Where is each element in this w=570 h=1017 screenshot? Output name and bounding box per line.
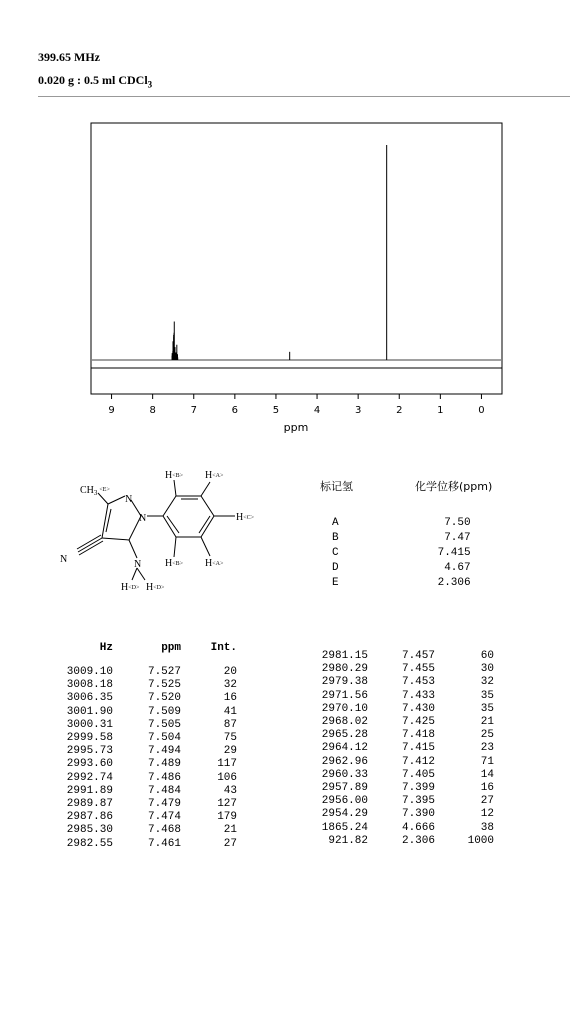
peak-row <box>58 719 237 732</box>
shift-assignment-table <box>332 516 471 591</box>
intensity-cell: 106 <box>217 771 237 784</box>
hz-cell: 2965.28 <box>321 729 368 742</box>
intensity-cell: 117 <box>217 758 237 771</box>
ppm-cell: 7.461 <box>147 837 181 850</box>
peak-list-header <box>58 642 237 666</box>
peak-row <box>58 772 237 785</box>
peak-row <box>315 716 494 729</box>
shift-row <box>332 576 471 591</box>
shift-row <box>332 561 471 576</box>
peak-row <box>58 824 237 837</box>
molecule-structure <box>50 460 300 600</box>
peak-row <box>315 650 494 663</box>
ppm-cell: 7.455 <box>401 663 435 676</box>
intensity-cell: 35 <box>480 702 494 715</box>
shift-label-cell: B <box>332 532 339 544</box>
peak-row <box>315 742 494 755</box>
hz-cell: 3008.18 <box>66 679 113 692</box>
atom-labels <box>60 470 255 593</box>
hz-cell: 2964.12 <box>321 742 368 755</box>
sample-description <box>38 73 152 89</box>
intensity-cell: 16 <box>480 782 494 795</box>
ppm-cell: 7.520 <box>147 692 181 705</box>
label-ha2: H<A> <box>205 558 224 569</box>
hz-cell: 2968.02 <box>321 716 368 729</box>
intensity-cell: 16 <box>223 692 237 705</box>
hz-cell: 2957.89 <box>321 782 368 795</box>
shift-label-cell: D <box>332 562 339 574</box>
hz-cell: 2995.73 <box>66 745 113 758</box>
peak-row <box>315 703 494 716</box>
hz-cell: 2979.38 <box>321 676 368 689</box>
shift-value-cell: 7.50 <box>444 517 471 529</box>
peak-row <box>58 798 237 811</box>
peak-row <box>315 822 494 835</box>
hz-cell: 3009.10 <box>66 666 113 678</box>
intensity-cell: 27 <box>223 837 237 850</box>
intensity-cell: 25 <box>480 729 494 742</box>
label-ch3: $CH_3$ $^{<E>}$ <box>80 485 110 497</box>
hz-cell: 2971.56 <box>321 689 368 702</box>
shift-label-cell: C <box>332 547 339 559</box>
intensity-cell: 60 <box>480 650 494 662</box>
intensity-cell: 27 <box>480 795 494 808</box>
hz-cell: 2960.33 <box>321 768 368 781</box>
x-tick-label: 2 <box>396 405 403 416</box>
intensity-cell: 127 <box>217 798 237 811</box>
x-tick-label: 0 <box>478 405 485 416</box>
peak-row <box>58 692 237 705</box>
peak-row <box>58 785 237 798</box>
peak-row <box>315 676 494 689</box>
intensity-cell: 23 <box>480 742 494 755</box>
hz-cell: 2982.55 <box>66 837 113 850</box>
ppm-cell: 7.505 <box>147 718 181 731</box>
hz-cell: 2956.00 <box>321 795 368 808</box>
hz-cell: 2987.86 <box>66 811 113 824</box>
header-divider <box>38 96 570 97</box>
label-hb2: H<B> <box>165 558 184 569</box>
peak-row <box>58 732 237 745</box>
peak-row <box>315 808 494 821</box>
ppm-cell: 7.412 <box>401 755 435 768</box>
ppm-cell: 7.474 <box>147 811 181 824</box>
ppm-cell: 7.527 <box>147 666 181 678</box>
intensity-cell: 43 <box>223 784 237 797</box>
peak-row <box>58 745 237 758</box>
ppm-cell: 7.484 <box>147 784 181 797</box>
hz-cell: 2981.15 <box>321 650 368 662</box>
hz-cell: 2985.30 <box>66 824 113 837</box>
intensity-cell: 32 <box>223 679 237 692</box>
intensity-cell: 14 <box>480 768 494 781</box>
hz-cell: 2992.74 <box>66 771 113 784</box>
ppm-cell: 7.390 <box>401 808 435 821</box>
label-hb1: H<B> <box>165 470 184 481</box>
hz-cell: 2989.87 <box>66 798 113 811</box>
peak-row <box>58 838 237 851</box>
hz-cell: 2993.60 <box>66 758 113 771</box>
peak-row <box>315 663 494 676</box>
label-amine-n: N <box>134 559 142 570</box>
x-tick-label: 6 <box>231 405 239 416</box>
hz-cell: 2954.29 <box>321 808 368 821</box>
intensity-cell: 38 <box>480 821 494 834</box>
ppm-cell: 7.405 <box>401 768 435 781</box>
ppm-cell: 7.479 <box>147 798 181 811</box>
x-axis-ticks <box>108 394 484 416</box>
ppm-cell: 7.525 <box>147 679 181 692</box>
peak-row <box>315 756 494 769</box>
ppm-cell: 7.509 <box>147 705 181 718</box>
intensity-cell: 75 <box>223 732 237 745</box>
x-tick-label: 1 <box>437 405 444 416</box>
shift-label-cell: E <box>332 577 339 589</box>
ppm-cell: 4.666 <box>401 821 435 834</box>
label-nitrile-n: N <box>60 554 68 565</box>
shift-row <box>332 516 471 531</box>
spectrometer-frequency: 399.65 MHz <box>38 50 100 64</box>
sample-text: 0.020 g : 0.5 ml CDCl <box>38 73 148 87</box>
hz-cell: 3001.90 <box>66 705 113 718</box>
x-tick-label: 3 <box>354 405 362 416</box>
peak-list-left <box>58 642 237 851</box>
x-tick-label: 4 <box>313 405 321 416</box>
header-int: Int. <box>210 642 237 654</box>
ppm-cell: 7.489 <box>147 758 181 771</box>
peak-row <box>58 679 237 692</box>
hz-cell: 1865.24 <box>321 821 368 834</box>
hz-cell: 3006.35 <box>66 692 113 705</box>
shift-label-cell: A <box>332 517 339 529</box>
x-tick-label: 9 <box>108 405 115 416</box>
plot-frame <box>91 123 502 394</box>
hz-cell: 2999.58 <box>66 732 113 745</box>
intensity-cell: 30 <box>480 663 494 676</box>
header-hz: Hz <box>99 642 113 654</box>
x-tick-label: 5 <box>272 405 280 416</box>
peak-row <box>58 706 237 719</box>
ppm-cell: 7.433 <box>401 689 435 702</box>
ppm-cell: 7.486 <box>147 771 181 784</box>
intensity-cell: 20 <box>223 666 237 678</box>
ppm-cell: 7.399 <box>401 782 435 795</box>
peak-row <box>58 666 237 679</box>
shift-value-cell: 7.47 <box>444 532 471 544</box>
intensity-cell: 87 <box>223 718 237 731</box>
intensity-cell: 21 <box>480 716 494 729</box>
peak-row <box>315 835 494 848</box>
hz-cell: 2980.29 <box>321 663 368 676</box>
intensity-cell: 1000 <box>467 834 494 847</box>
intensity-cell: 71 <box>480 755 494 768</box>
label-hd2: H<D> <box>146 582 165 593</box>
intensity-cell: 29 <box>223 745 237 758</box>
x-tick-label: 7 <box>190 405 197 416</box>
hz-cell: 2962.96 <box>321 755 368 768</box>
ppm-cell: 7.453 <box>401 676 435 689</box>
ppm-cell: 7.494 <box>147 745 181 758</box>
label-n1: N <box>139 513 147 524</box>
ppm-cell: 2.306 <box>401 834 435 847</box>
intensity-cell: 32 <box>480 676 494 689</box>
intensity-cell: 21 <box>223 824 237 837</box>
peak-row <box>58 811 237 824</box>
hz-cell: 3000.31 <box>66 718 113 731</box>
shift-row <box>332 531 471 546</box>
ppm-cell: 7.468 <box>147 824 181 837</box>
peak-row <box>315 690 494 703</box>
label-hd1: H<D> <box>121 582 140 593</box>
hz-cell: 2991.89 <box>66 784 113 797</box>
peak-list-right <box>315 650 494 848</box>
peak-row <box>315 795 494 808</box>
peak-row <box>315 729 494 742</box>
ppm-cell: 7.457 <box>401 650 435 662</box>
nmr-spectrum-chart <box>80 115 520 440</box>
sample-subscript: 3 <box>147 79 153 90</box>
label-ha1: H<A> <box>205 470 224 481</box>
peak-row <box>315 769 494 782</box>
ppm-cell: 7.425 <box>401 716 435 729</box>
intensity-cell: 41 <box>223 705 237 718</box>
peak-row <box>58 758 237 771</box>
shift-value-cell: 4.67 <box>444 562 471 574</box>
header-ppm: ppm <box>161 642 181 654</box>
peak-row <box>315 782 494 795</box>
intensity-cell: 12 <box>480 808 494 821</box>
label-hc: H<C> <box>236 512 255 523</box>
shift-value-cell: 2.306 <box>437 577 471 589</box>
label-n2: N <box>125 494 133 505</box>
shift-value-cell: 7.415 <box>437 547 471 559</box>
x-tick-label: 8 <box>149 405 156 416</box>
intensity-cell: 179 <box>217 811 237 824</box>
ppm-cell: 7.395 <box>401 795 435 808</box>
intensity-cell: 35 <box>480 689 494 702</box>
shift-row <box>332 546 471 561</box>
x-axis-label: ppm <box>283 421 309 434</box>
ppm-cell: 7.430 <box>401 702 435 715</box>
spectrum-trace <box>92 145 501 360</box>
shift-header-value: 化学位移(ppm) <box>415 480 493 493</box>
ppm-cell: 7.504 <box>147 732 181 745</box>
hz-cell: 2970.10 <box>321 702 368 715</box>
ppm-cell: 7.418 <box>401 729 435 742</box>
ppm-cell: 7.415 <box>401 742 435 755</box>
shift-header-label: 标记氢 <box>320 480 353 493</box>
hz-cell: 921.82 <box>328 834 368 847</box>
